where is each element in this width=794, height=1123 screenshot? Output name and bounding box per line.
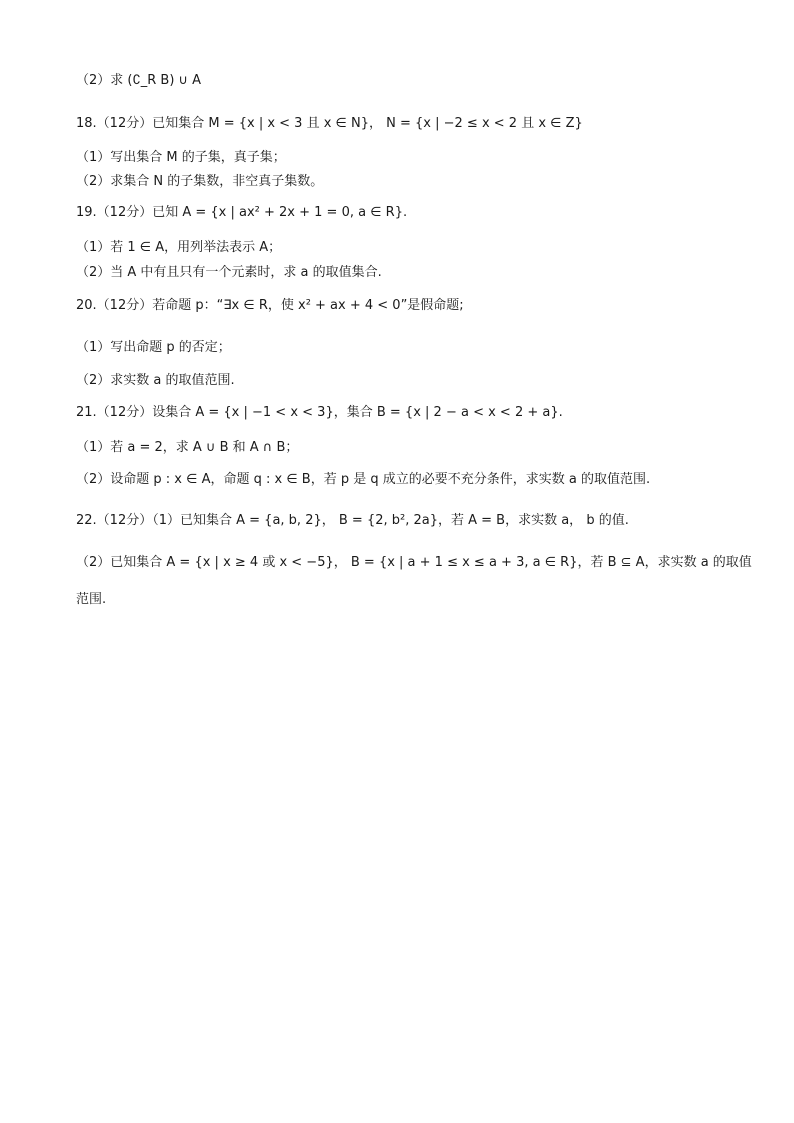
question-21-part-1: （1）若 a = 2，求 A ∪ B 和 A ∩ B； (76, 440, 299, 455)
question-22-part-2: （2）已知集合 A = {x | x ≥ 4 或 x < −5}， B = {x | a + 1 ≤ x ≤ a + 3, a ∈ R}，若 B ⊆ A，求实数 a 的取值 (76, 555, 752, 570)
question-19-stem: 19.（12分）已知 A = {x | ax² + 2x + 1 = 0, a ∈ R}. (76, 205, 408, 220)
question-21-part-2: （2）设命题 p : x ∈ A，命题 q : x ∈ B，若 p 是 q 成立的必要不充分条件，求实数 a 的取值范围. (76, 472, 651, 487)
question-17-part-2: （2）求 (∁_R B) ∪ A (76, 73, 202, 88)
question-20-part-2: （2）求实数 a 的取值范围. (76, 373, 235, 388)
question-20-stem: 20.（12分）若命题 p：“∃x ∈ R，使 x² + ax + 4 < 0”是假命题; (76, 298, 464, 313)
question-18-stem: 18.（12分）已知集合 M = {x | x < 3 且 x ∈ N}， N = {x | −2 ≤ x < 2 且 x ∈ Z} (76, 116, 583, 131)
question-22-stem: 22.（12分）（1）已知集合 A = {a, b, 2}， B = {2, b², 2a}，若 A = B，求实数 a， b 的值. (76, 513, 629, 528)
question-19-part-2: （2）当 A 中有且只有一个元素时，求 a 的取值集合. (76, 265, 382, 280)
question-20-part-1: （1）写出命题 p 的否定； (76, 340, 231, 355)
question-18-part-1: （1）写出集合 M 的子集，真子集； (76, 150, 286, 165)
question-21-stem: 21.（12分）设集合 A = {x | −1 < x < 3}，集合 B = {x | 2 − a < x < 2 + a}. (76, 405, 563, 420)
question-22-part-2-cont: 范围. (76, 592, 107, 607)
question-18-part-2: （2）求集合 N 的子集数，非空真子集数。 (76, 174, 324, 189)
question-19-part-1: （1）若 1 ∈ A，用列举法表示 A； (76, 240, 282, 255)
